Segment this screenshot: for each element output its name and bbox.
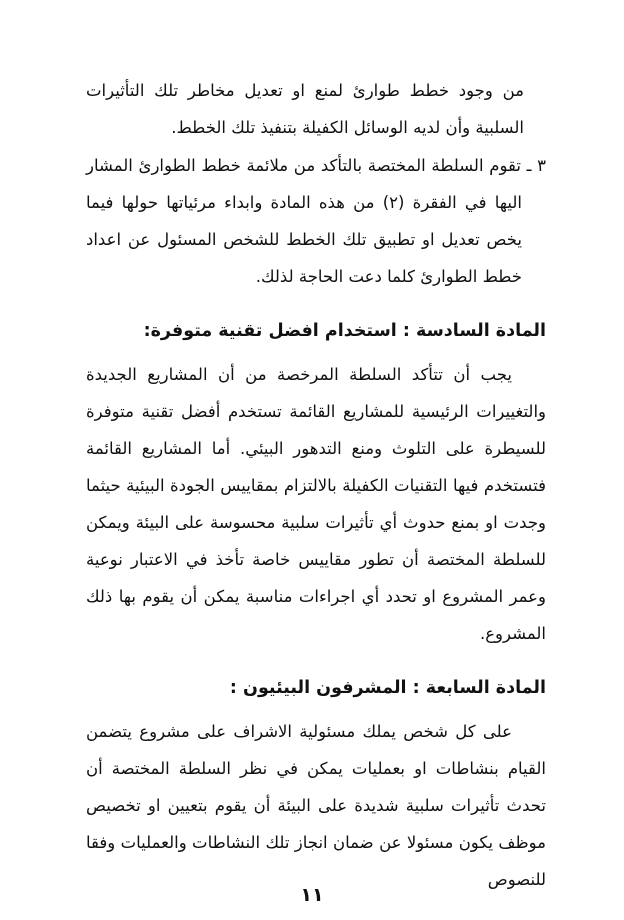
page-text-block bbox=[86, 72, 546, 898]
article-6-heading: المادة السادسة : استخدام افضل تقنية متوفرة: bbox=[143, 321, 546, 341]
article-7-body: على كل شخص يملك مسئولية الاشراف على مشروع يتضمن القيام بنشاطات او بعمليات يمكن في نظر السلطة المختصة أن تحدث تأثيرات سلبية شديدة على البيئة أن يقوم بتعيين او تخصيص موظف يكون مسئولا عن ضمان انجاز تلك النشاطات والعمليات وفقا للنصوص bbox=[86, 722, 546, 889]
continued-paragraph: من وجود خطط طوارئ لمنع او تعديل مخاطر تلك التأثيرات السلبية وأن لديه الوسائل الكفيلة بتنفيذ تلك الخطط. bbox=[86, 81, 524, 137]
numbered-item-3: ٣ ـ تقوم السلطة المختصة بالتأكد من ملائمة خطط الطوارئ المشار اليها في الفقرة (٢) من هذه المادة وابداء مرئياتها حولها فيما يخص تعديل او تطبيق تلك الخطط للشخص المسئول عن اعداد خطط الطوارئ كلما دعت الحاجة لذلك. bbox=[86, 156, 546, 286]
page-number: ١١ bbox=[300, 884, 324, 906]
article-6-body: يجب أن تتأكد السلطة المرخصة من أن المشاريع الجديدة والتغييرات الرئيسية للمشاريع القائمة تستخدم أفضل تقنية متوفرة للسيطرة على التلوث ومنع التدهور البيئي. أما المشاريع القائمة فتستخدم فيها التقنيات الكفيلة بالالتزام بمقاييس الجودة البيئية حيثما وجدت او بمنع حدوث أي تأثيرات سلبية محسوسة على البيئة ويمكن للسلطة المختصة أن تطور مقاييس خاصة تأخذ في الاعتبار نوعية وعمر المشروع او تحدد أي اجراءات مناسبة يمكن أن يقوم بها ذلك المشروع. bbox=[86, 365, 546, 643]
article-7-heading: المادة السابعة : المشرفون البيئيون : bbox=[229, 678, 546, 698]
